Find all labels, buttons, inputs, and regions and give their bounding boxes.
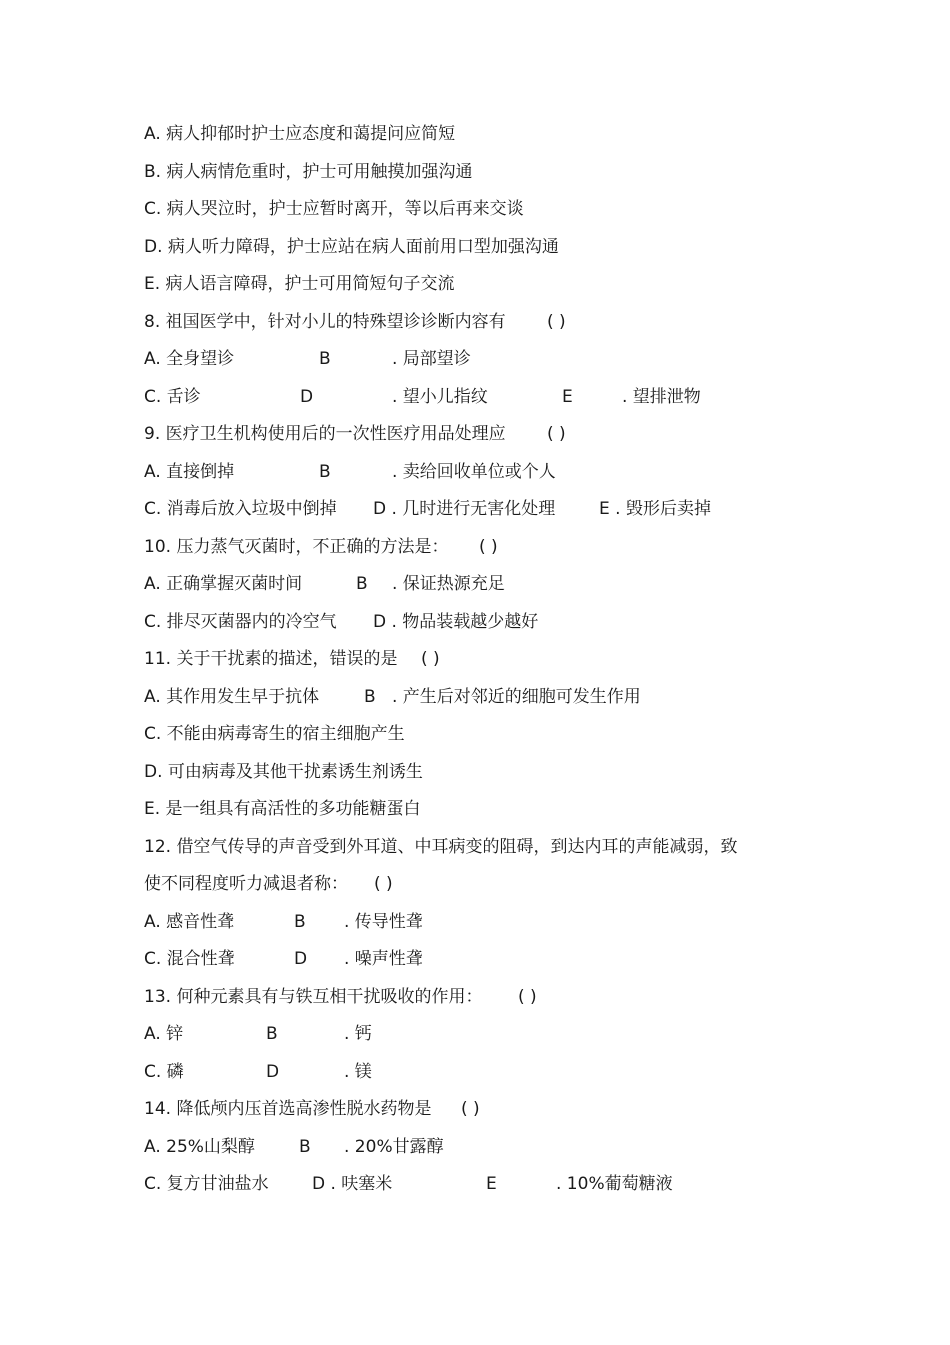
q14-answer-paren: ( ) — [461, 1099, 480, 1119]
q14-option-a: A. 25%山梨醇 — [144, 1137, 255, 1157]
q12-option-d-letter: D — [294, 949, 308, 969]
q8-answer-paren: ( ) — [547, 312, 566, 332]
q14-option-b-text: . 20%甘露醇 — [344, 1137, 444, 1157]
q8-option-d-text: . 望小儿指纹 — [392, 387, 488, 407]
q10-option-b-letter: B — [356, 574, 368, 594]
q9-option-b-text: . 卖给回收单位或个人 — [392, 462, 556, 482]
q10-answer-paren: ( ) — [479, 537, 498, 557]
q9-option-a: A. 直接倒掉 — [144, 462, 235, 482]
q10-option-b-text: . 保证热源充足 — [392, 574, 505, 594]
q8-option-d-letter: D — [300, 387, 314, 407]
q11-option-b-letter: B — [364, 687, 376, 707]
q8-option-b-letter: B — [319, 349, 331, 369]
q10-option-a: A. 正确掌握灭菌时间 — [144, 574, 303, 594]
q8-option-c: C. 舌诊 — [144, 387, 201, 407]
q12-answer-paren: ( ) — [374, 874, 393, 894]
q9-option-d: D . 几时进行无害化处理 — [373, 499, 556, 519]
q8-option-a: A. 全身望诊 — [144, 349, 235, 369]
q9-answer-paren: ( ) — [547, 424, 566, 444]
q13-answer-paren: ( ) — [518, 987, 537, 1007]
q14-option-c: C. 复方甘油盐水 — [144, 1174, 269, 1194]
q12-stem: 使不同程度听力减退者称： — [144, 874, 348, 894]
q12-option-b-text: . 传导性聋 — [344, 912, 423, 932]
q11-option-b-text: . 产生后对邻近的细胞可发生作用 — [392, 687, 641, 707]
q13-option-d-letter: D — [266, 1062, 280, 1082]
q13-option-b-letter: B — [266, 1024, 278, 1044]
q9-option-c: C. 消毒后放入垃圾中倒掉 — [144, 499, 337, 519]
q13-option-c: C. 磷 — [144, 1062, 184, 1082]
q13-option-d-text: . 镁 — [344, 1062, 372, 1082]
q8-stem: 8. 祖国医学中，针对小儿的特殊望诊诊断内容有 — [144, 312, 506, 332]
q12-option-a: A. 感音性聋 — [144, 912, 235, 932]
q9-option-e: E . 毁形后卖掉 — [599, 499, 711, 519]
q8-option-e-text: . 望排泄物 — [622, 387, 701, 407]
q11-option-a: A. 其作用发生早于抗体 — [144, 687, 320, 707]
q11-stem: 11. 关于干扰素的描述，错误的是 — [144, 649, 398, 669]
q14-stem: 14. 降低颅内压首选高渗性脱水药物是 — [144, 1099, 432, 1119]
q11-answer-paren: ( ) — [421, 649, 440, 669]
q8-option-b-text: . 局部望诊 — [392, 349, 471, 369]
q10-stem: 10. 压力蒸气灭菌时，不正确的方法是： — [144, 537, 449, 557]
q10-option-d: D . 物品装载越少越好 — [373, 612, 539, 632]
q12-option-d-text: . 噪声性聋 — [344, 949, 423, 969]
q13-stem: 13. 何种元素具有与铁互相干扰吸收的作用： — [144, 987, 483, 1007]
q8-option-e-letter: E — [562, 387, 573, 407]
q10-option-c: C. 排尽灭菌器内的冷空气 — [144, 612, 337, 632]
q12-option-b-letter: B — [294, 912, 306, 932]
q14-option-d: D . 呋塞米 — [312, 1174, 393, 1194]
q13-option-a: A. 锌 — [144, 1024, 184, 1044]
q9-option-b-letter: B — [319, 462, 331, 482]
q14-option-e-text: . 10%葡萄糖液 — [556, 1174, 673, 1194]
q14-option-b-letter: B — [299, 1137, 311, 1157]
q12-option-c: C. 混合性聋 — [144, 949, 235, 969]
q13-option-b-text: . 钙 — [344, 1024, 372, 1044]
q9-stem: 9. 医疗卫生机构使用后的一次性医疗用品处理应 — [144, 424, 506, 444]
q14-option-e-letter: E — [486, 1174, 497, 1194]
